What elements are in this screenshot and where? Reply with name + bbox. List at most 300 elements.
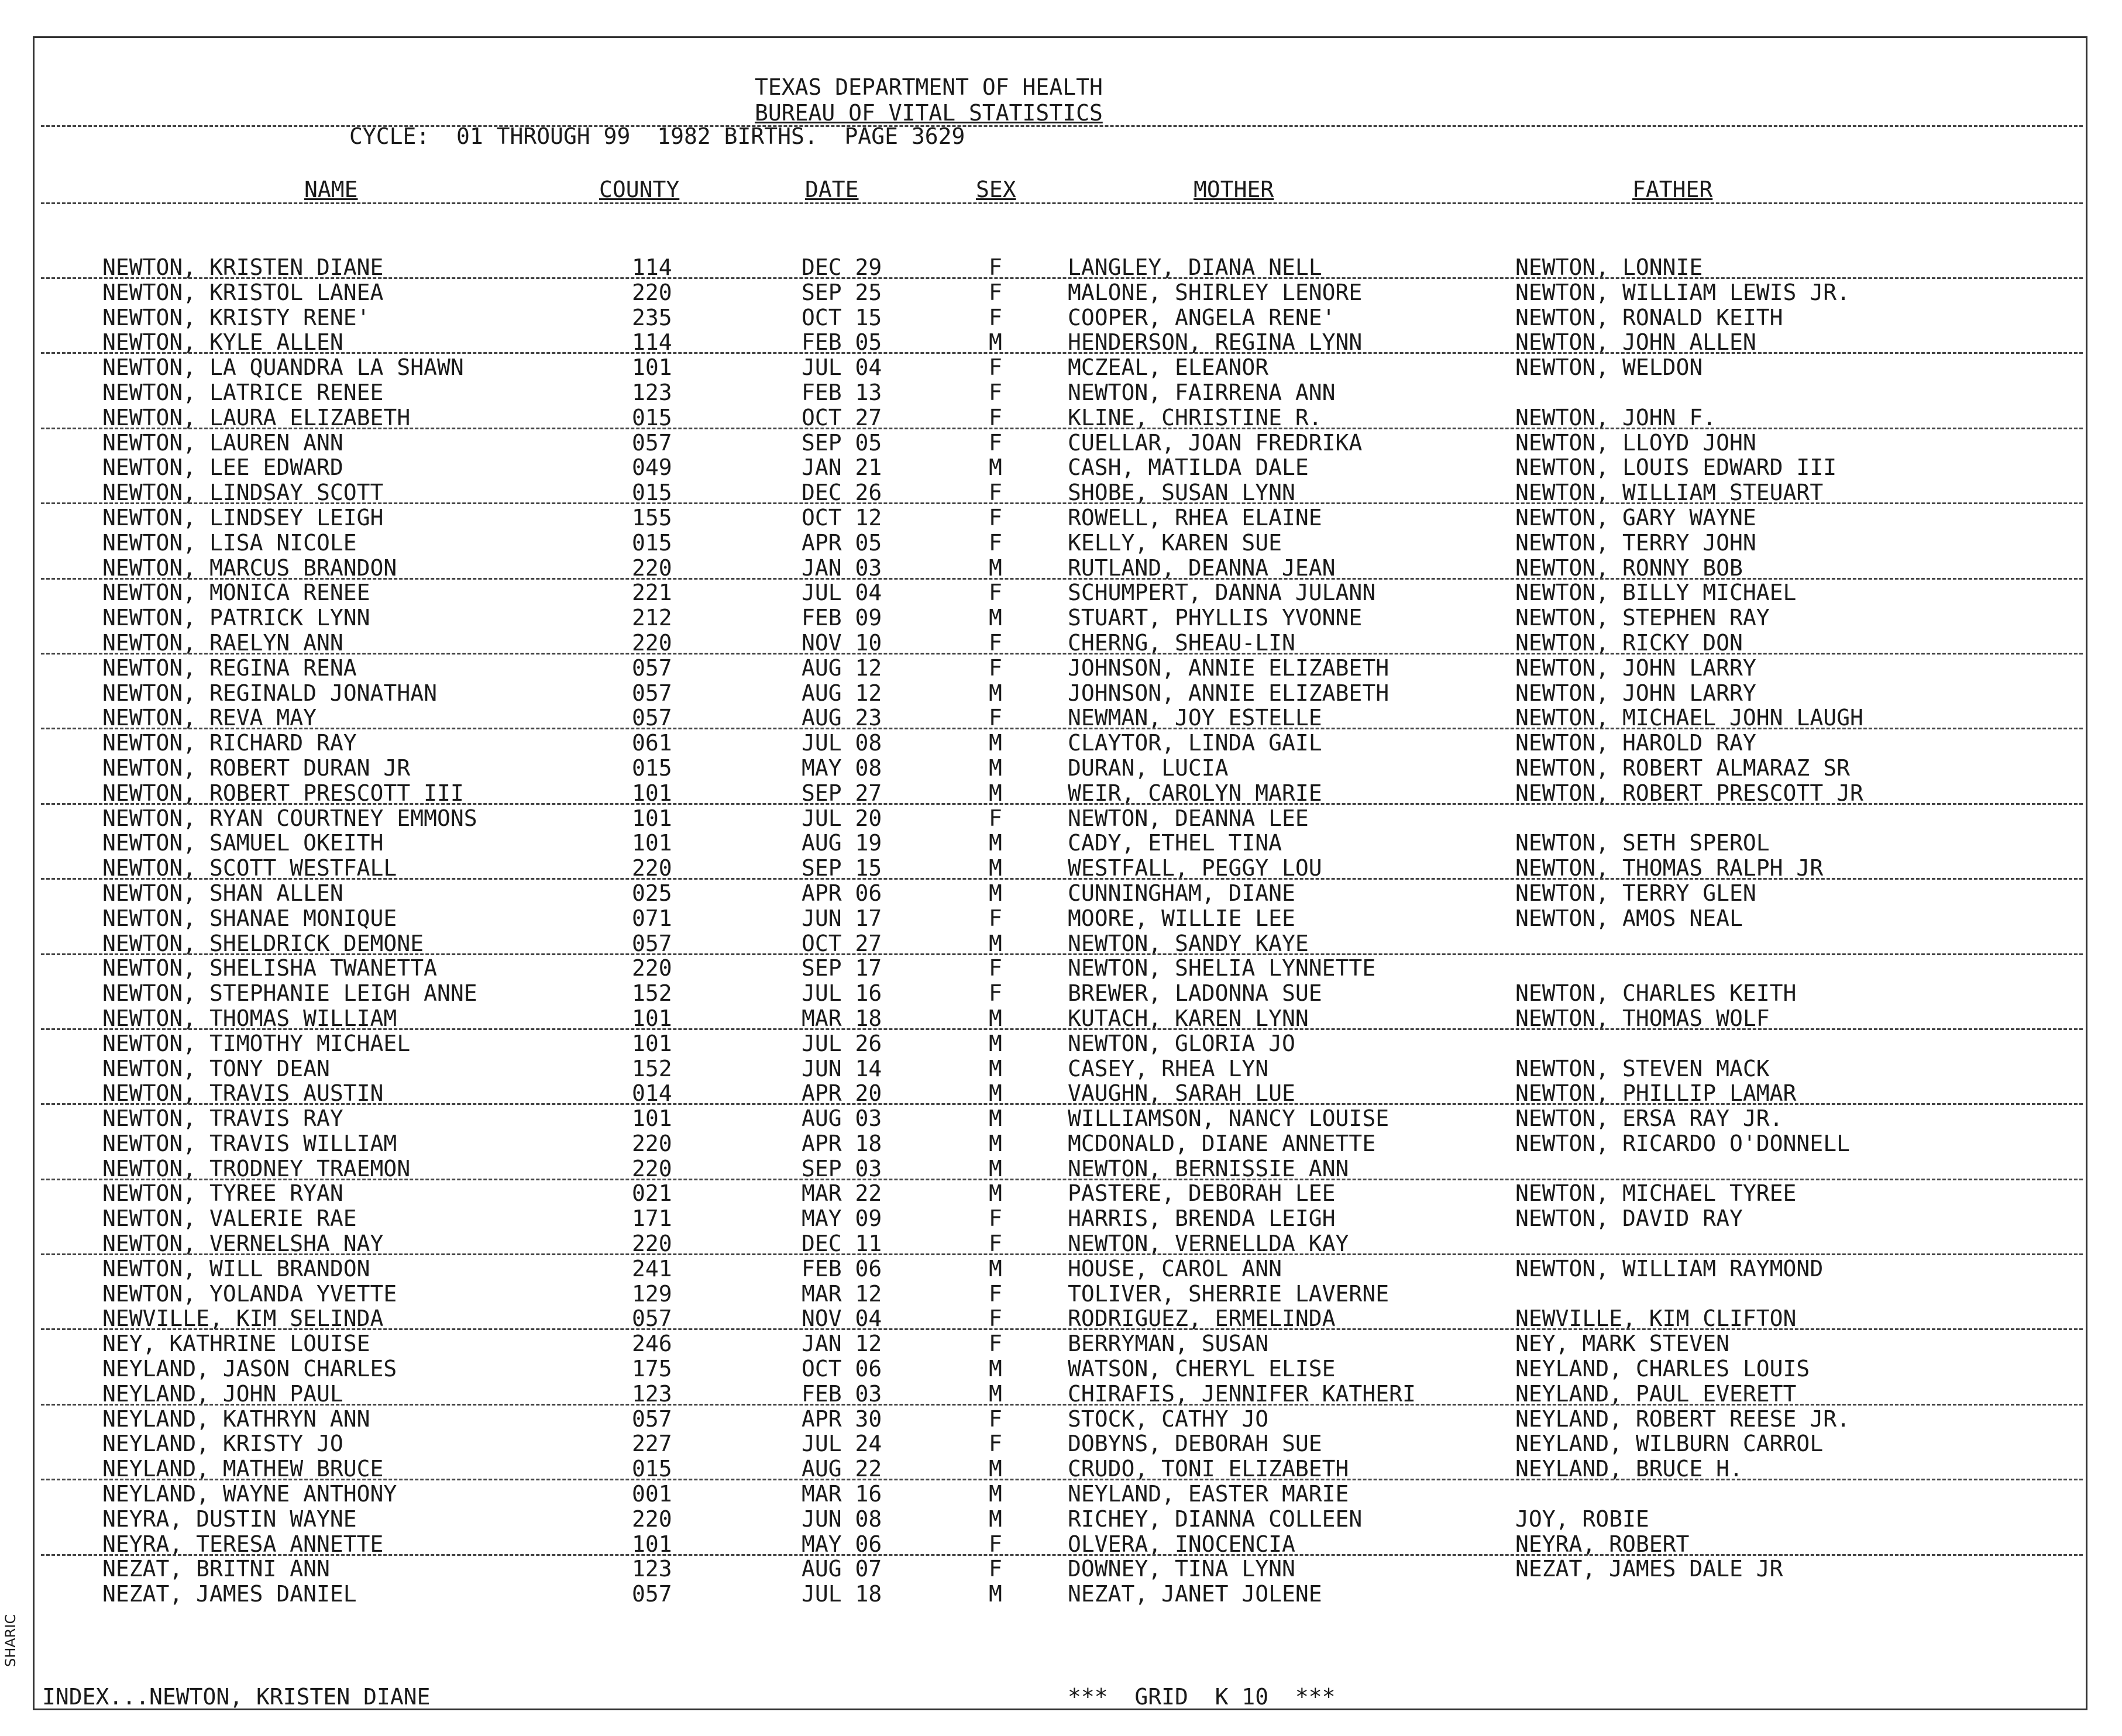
cell-date: OCT 27 bbox=[802, 404, 882, 430]
cell-county: 220 bbox=[632, 1130, 672, 1156]
table-row bbox=[0, 856, 2122, 881]
cell-father: NEWTON, RICARDO O'DONNELL bbox=[1515, 1130, 1850, 1156]
cell-county: 227 bbox=[632, 1431, 672, 1457]
cell-date: FEB 03 bbox=[802, 1380, 882, 1407]
cell-county: 061 bbox=[632, 730, 672, 756]
table-row bbox=[0, 1131, 2122, 1156]
cell-date: JUL 26 bbox=[802, 1030, 882, 1056]
cell-sex: M bbox=[989, 1356, 1002, 1382]
cell-date: OCT 15 bbox=[802, 304, 882, 330]
cell-sex: M bbox=[989, 755, 1002, 781]
cell-father: NEWTON, AMOS NEAL bbox=[1515, 905, 1743, 931]
cell-county: 152 bbox=[632, 1055, 672, 1081]
cell-county: 001 bbox=[632, 1481, 672, 1507]
cell-sex: F bbox=[989, 655, 1002, 681]
cell-name: NEYLAND, KATHRYN ANN bbox=[102, 1406, 370, 1432]
cell-county: 246 bbox=[632, 1331, 672, 1357]
cell-sex: M bbox=[989, 1506, 1002, 1532]
cell-sex: F bbox=[989, 705, 1002, 731]
cell-father: NEWTON, MICHAEL JOHN LAUGH bbox=[1515, 705, 1863, 731]
table-row bbox=[0, 981, 2122, 1006]
cell-name: NEWTON, ROBERT PRESCOTT III bbox=[102, 780, 464, 806]
cell-county: 101 bbox=[632, 830, 672, 856]
table-row bbox=[0, 731, 2122, 756]
table-row bbox=[0, 1231, 2122, 1256]
cell-county: 212 bbox=[632, 605, 672, 631]
table-row bbox=[0, 1156, 2122, 1182]
cell-name: NEWTON, LINDSAY SCOTT bbox=[102, 480, 384, 506]
cell-name: NEWTON, REGINALD JONATHAN bbox=[102, 680, 437, 706]
cell-county: 101 bbox=[632, 780, 672, 806]
table-row bbox=[0, 1031, 2122, 1056]
cell-county: 015 bbox=[632, 404, 672, 430]
table-row bbox=[0, 1282, 2122, 1307]
cell-county: 220 bbox=[632, 629, 672, 656]
cell-sex: M bbox=[989, 1055, 1002, 1081]
cell-father: NEWTON, THOMAS RALPH JR bbox=[1515, 855, 1824, 881]
cell-date: APR 05 bbox=[802, 529, 882, 556]
cell-name: NEWTON, WILL BRANDON bbox=[102, 1255, 370, 1282]
cell-date: OCT 12 bbox=[802, 504, 882, 531]
table-row bbox=[0, 580, 2122, 605]
cell-county: 101 bbox=[632, 354, 672, 381]
cell-name: NEWTON, LEE EDWARD bbox=[102, 454, 343, 481]
table-row bbox=[0, 480, 2122, 505]
cell-date: MAR 16 bbox=[802, 1481, 882, 1507]
cell-father: NEWTON, HAROLD RAY bbox=[1515, 730, 1756, 756]
cell-date: FEB 05 bbox=[802, 329, 882, 356]
cell-county: 220 bbox=[632, 1231, 672, 1257]
cell-county: 114 bbox=[632, 254, 672, 280]
cell-mother: WESTFALL, PEGGY LOU bbox=[1068, 855, 1322, 881]
cell-sex: M bbox=[989, 1380, 1002, 1407]
cell-sex: M bbox=[989, 554, 1002, 581]
cell-sex: F bbox=[989, 304, 1002, 330]
cell-mother: NEYLAND, EASTER MARIE bbox=[1068, 1481, 1349, 1507]
cell-name: NEWTON, KYLE ALLEN bbox=[102, 329, 343, 356]
cell-county: 049 bbox=[632, 454, 672, 481]
cell-mother: CHIRAFIS, JENNIFER KATHERI bbox=[1068, 1380, 1416, 1407]
cell-mother: CLAYTOR, LINDA GAIL bbox=[1068, 730, 1322, 756]
cell-name: NEWTON, SHELISHA TWANETTA bbox=[102, 955, 437, 981]
cell-father: NEYLAND, ROBERT REESE JR. bbox=[1515, 1406, 1850, 1432]
cell-sex: M bbox=[989, 855, 1002, 881]
table-row bbox=[0, 1206, 2122, 1231]
cell-date: SEP 15 bbox=[802, 855, 882, 881]
cell-date: NOV 10 bbox=[802, 629, 882, 656]
cell-mother: CUELLAR, JOAN FREDRIKA bbox=[1068, 429, 1363, 456]
cell-mother: SHOBE, SUSAN LYNN bbox=[1068, 480, 1295, 506]
cell-mother: DURAN, LUCIA bbox=[1068, 755, 1229, 781]
cell-name: NEWTON, RICHARD RAY bbox=[102, 730, 357, 756]
cell-date: SEP 05 bbox=[802, 429, 882, 456]
table-row bbox=[0, 781, 2122, 806]
cell-father: NEWTON, JOHN ALLEN bbox=[1515, 329, 1756, 356]
cell-mother: RODRIGUEZ, ERMELINDA bbox=[1068, 1306, 1336, 1332]
cell-name: NEWTON, TRAVIS RAY bbox=[102, 1105, 343, 1132]
cell-mother: ROWELL, RHEA ELAINE bbox=[1068, 504, 1322, 531]
cell-date: SEP 25 bbox=[802, 279, 882, 305]
cell-father: NEWTON, RONALD KEITH bbox=[1515, 304, 1783, 330]
cell-sex: F bbox=[989, 955, 1002, 981]
cell-date: APR 30 bbox=[802, 1406, 882, 1432]
cell-date: SEP 03 bbox=[802, 1155, 882, 1182]
cell-mother: NEWTON, DEANNA LEE bbox=[1068, 805, 1309, 831]
cell-mother: PASTERE, DEBORAH LEE bbox=[1068, 1180, 1336, 1207]
cell-county: 021 bbox=[632, 1180, 672, 1207]
cell-sex: M bbox=[989, 454, 1002, 481]
cell-name: NEWTON, PATRICK LYNN bbox=[102, 605, 370, 631]
cell-county: 123 bbox=[632, 379, 672, 405]
cell-name: NEWTON, STEPHANIE LEIGH ANNE bbox=[102, 980, 477, 1007]
cell-mother: DOBYNS, DEBORAH SUE bbox=[1068, 1431, 1322, 1457]
cell-mother: NEWTON, BERNISSIE ANN bbox=[1068, 1155, 1349, 1182]
table-row bbox=[0, 705, 2122, 731]
cell-date: AUG 03 bbox=[802, 1105, 882, 1132]
cell-name: NEWTON, LA QUANDRA LA SHAWN bbox=[102, 354, 464, 381]
cell-date: AUG 07 bbox=[802, 1556, 882, 1582]
cell-date: JUN 17 bbox=[802, 905, 882, 931]
cell-county: 220 bbox=[632, 855, 672, 881]
cell-sex: F bbox=[989, 504, 1002, 531]
table-row bbox=[0, 505, 2122, 531]
cell-mother: KUTACH, KAREN LYNN bbox=[1068, 1005, 1309, 1031]
cell-county: 057 bbox=[632, 1581, 672, 1607]
cell-sex: M bbox=[989, 1155, 1002, 1182]
cell-father: NEWTON, RONNY BOB bbox=[1515, 554, 1743, 581]
cell-sex: F bbox=[989, 429, 1002, 456]
cell-county: 101 bbox=[632, 1030, 672, 1056]
cell-mother: TOLIVER, SHERRIE LAVERNE bbox=[1068, 1280, 1390, 1307]
cell-father: NEWTON, LLOYD JOHN bbox=[1515, 429, 1756, 456]
cell-date: JAN 21 bbox=[802, 454, 882, 481]
cell-date: DEC 11 bbox=[802, 1231, 882, 1257]
cell-sex: M bbox=[989, 605, 1002, 631]
cell-mother: NEZAT, JANET JOLENE bbox=[1068, 1581, 1322, 1607]
table-row bbox=[0, 806, 2122, 831]
cell-sex: F bbox=[989, 1205, 1002, 1232]
column-header-sex: SEX bbox=[976, 177, 1016, 202]
cell-date: AUG 12 bbox=[802, 655, 882, 681]
cell-county: 015 bbox=[632, 529, 672, 556]
cell-date: JUL 24 bbox=[802, 1431, 882, 1457]
cell-name: NEYLAND, JASON CHARLES bbox=[102, 1356, 397, 1382]
cell-county: 114 bbox=[632, 329, 672, 356]
column-header-date: DATE bbox=[805, 177, 859, 202]
cell-father: NEWTON, ROBERT ALMARAZ SR bbox=[1515, 755, 1850, 781]
table-row bbox=[0, 1382, 2122, 1407]
cell-mother: WEIR, CAROLYN MARIE bbox=[1068, 780, 1322, 806]
cell-date: MAY 09 bbox=[802, 1205, 882, 1232]
cell-father: NEWTON, THOMAS WOLF bbox=[1515, 1005, 1770, 1031]
table-row bbox=[0, 380, 2122, 405]
cell-county: 057 bbox=[632, 1406, 672, 1432]
cell-mother: MCZEAL, ELEANOR bbox=[1068, 354, 1269, 381]
cell-father: NEWTON, TERRY JOHN bbox=[1515, 529, 1756, 556]
cell-mother: NEWTON, VERNELLDA KAY bbox=[1068, 1231, 1349, 1257]
cell-mother: HARRIS, BRENDA LEIGH bbox=[1068, 1205, 1336, 1232]
cell-date: MAR 12 bbox=[802, 1280, 882, 1307]
table-row bbox=[0, 1582, 2122, 1607]
cell-county: 025 bbox=[632, 880, 672, 906]
cell-name: NEYLAND, MATHEW BRUCE bbox=[102, 1456, 384, 1482]
cell-sex: F bbox=[989, 580, 1002, 606]
cell-date: SEP 17 bbox=[802, 955, 882, 981]
column-header-father: FATHER bbox=[1632, 177, 1713, 202]
cell-county: 220 bbox=[632, 279, 672, 305]
cell-name: NEYLAND, JOHN PAUL bbox=[102, 1380, 343, 1407]
cell-mother: WILLIAMSON, NANCY LOUISE bbox=[1068, 1105, 1390, 1132]
cell-sex: M bbox=[989, 1255, 1002, 1282]
table-row bbox=[0, 831, 2122, 856]
cell-mother: JOHNSON, ANNIE ELIZABETH bbox=[1068, 655, 1390, 681]
cell-county: 015 bbox=[632, 1456, 672, 1482]
cell-date: JUN 14 bbox=[802, 1055, 882, 1081]
cell-county: 057 bbox=[632, 930, 672, 956]
cell-date: FEB 06 bbox=[802, 1255, 882, 1282]
cell-sex: M bbox=[989, 780, 1002, 806]
cell-name: NEWTON, TYREE RYAN bbox=[102, 1180, 343, 1207]
cell-sex: F bbox=[989, 354, 1002, 381]
cell-county: 101 bbox=[632, 805, 672, 831]
cell-mother: KLINE, CHRISTINE R. bbox=[1068, 404, 1322, 430]
table-row bbox=[0, 656, 2122, 681]
cell-name: NEWTON, KRISTEN DIANE bbox=[102, 254, 384, 280]
cell-mother: STOCK, CATHY JO bbox=[1068, 1406, 1269, 1432]
cell-father: NEYRA, ROBERT bbox=[1515, 1531, 1690, 1557]
cell-name: NEWTON, REVA MAY bbox=[102, 705, 317, 731]
cell-date: JUN 08 bbox=[802, 1506, 882, 1532]
cell-father: NEWTON, GARY WAYNE bbox=[1515, 504, 1756, 531]
cell-mother: NEWTON, FAIRRENA ANN bbox=[1068, 379, 1336, 405]
table-row bbox=[0, 430, 2122, 456]
cell-name: NEYLAND, KRISTY JO bbox=[102, 1431, 343, 1457]
cell-sex: M bbox=[989, 1080, 1002, 1107]
cell-county: 123 bbox=[632, 1380, 672, 1407]
cell-name: NEZAT, JAMES DANIEL bbox=[102, 1581, 357, 1607]
cell-name: NEWTON, THOMAS WILLIAM bbox=[102, 1005, 397, 1031]
cell-name: NEWTON, ROBERT DURAN JR bbox=[102, 755, 411, 781]
cell-sex: M bbox=[989, 329, 1002, 356]
cell-date: APR 18 bbox=[802, 1130, 882, 1156]
cell-father: NEYLAND, PAUL EVERETT bbox=[1515, 1380, 1797, 1407]
cell-date: APR 20 bbox=[802, 1080, 882, 1107]
cell-sex: F bbox=[989, 629, 1002, 656]
cell-date: AUG 23 bbox=[802, 705, 882, 731]
cell-sex: F bbox=[989, 1306, 1002, 1332]
cell-date: APR 06 bbox=[802, 880, 882, 906]
cell-date: JUL 04 bbox=[802, 354, 882, 381]
bureau-title: BUREAU OF VITAL STATISTICS bbox=[755, 100, 1103, 126]
cell-name: NEWTON, MARCUS BRANDON bbox=[102, 554, 397, 581]
cell-father: NEWTON, CHARLES KEITH bbox=[1515, 980, 1797, 1007]
cell-sex: M bbox=[989, 1456, 1002, 1482]
cell-county: 129 bbox=[632, 1280, 672, 1307]
cell-sex: F bbox=[989, 529, 1002, 556]
table-row bbox=[0, 1507, 2122, 1532]
table-row bbox=[0, 1331, 2122, 1356]
cell-name: NEWTON, SHANAE MONIQUE bbox=[102, 905, 397, 931]
cell-mother: OLVERA, INOCENCIA bbox=[1068, 1531, 1295, 1557]
table-row bbox=[0, 1256, 2122, 1282]
table-row bbox=[0, 1482, 2122, 1507]
cell-county: 123 bbox=[632, 1556, 672, 1582]
table-row bbox=[0, 1556, 2122, 1582]
cycle-info: CYCLE: 01 THROUGH 99 1982 BIRTHS. PAGE 3629 bbox=[349, 123, 965, 149]
cell-county: 220 bbox=[632, 1506, 672, 1532]
cell-name: NEWTON, TIMOTHY MICHAEL bbox=[102, 1030, 411, 1056]
cell-date: JUL 16 bbox=[802, 980, 882, 1007]
cell-name: NEWTON, TRAVIS AUSTIN bbox=[102, 1080, 384, 1107]
cell-mother: CRUDO, TONI ELIZABETH bbox=[1068, 1456, 1349, 1482]
cell-mother: NEWTON, SANDY KAYE bbox=[1068, 930, 1309, 956]
cell-mother: HENDERSON, REGINA LYNN bbox=[1068, 329, 1363, 356]
cell-father: NEWTON, STEPHEN RAY bbox=[1515, 605, 1770, 631]
table-row bbox=[0, 455, 2122, 480]
cell-county: 057 bbox=[632, 705, 672, 731]
table-row bbox=[0, 956, 2122, 981]
cell-county: 015 bbox=[632, 480, 672, 506]
cell-county: 221 bbox=[632, 580, 672, 606]
index-label: INDEX...NEWTON, KRISTEN DIANE bbox=[42, 1684, 431, 1710]
cell-sex: M bbox=[989, 880, 1002, 906]
cell-name: NEWTON, VERNELSHA NAY bbox=[102, 1231, 384, 1257]
table-row bbox=[0, 1532, 2122, 1557]
cell-mother: NEWTON, SHELIA LYNNETTE bbox=[1068, 955, 1376, 981]
cell-mother: NEWMAN, JOY ESTELLE bbox=[1068, 705, 1322, 731]
cell-father: NEY, MARK STEVEN bbox=[1515, 1331, 1730, 1357]
cell-name: NEWTON, SAMUEL OKEITH bbox=[102, 830, 384, 856]
table-row bbox=[0, 1056, 2122, 1081]
cell-mother: WATSON, CHERYL ELISE bbox=[1068, 1356, 1336, 1382]
cell-sex: F bbox=[989, 254, 1002, 280]
cell-county: 101 bbox=[632, 1005, 672, 1031]
cell-mother: STUART, PHYLLIS YVONNE bbox=[1068, 605, 1363, 631]
cell-sex: M bbox=[989, 1180, 1002, 1207]
cell-date: FEB 09 bbox=[802, 605, 882, 631]
cell-name: NEYRA, TERESA ANNETTE bbox=[102, 1531, 384, 1557]
table-row bbox=[0, 305, 2122, 330]
cell-sex: M bbox=[989, 1581, 1002, 1607]
cell-mother: HOUSE, CAROL ANN bbox=[1068, 1255, 1282, 1282]
cell-county: 015 bbox=[632, 755, 672, 781]
cell-mother: MOORE, WILLIE LEE bbox=[1068, 905, 1295, 931]
cell-mother: COOPER, ANGELA RENE' bbox=[1068, 304, 1336, 330]
cell-date: MAR 18 bbox=[802, 1005, 882, 1031]
cell-county: 155 bbox=[632, 504, 672, 531]
cell-county: 220 bbox=[632, 554, 672, 581]
cell-father: NEWTON, JOHN LARRY bbox=[1515, 680, 1756, 706]
cell-date: OCT 06 bbox=[802, 1356, 882, 1382]
cell-mother: CADY, ETHEL TINA bbox=[1068, 830, 1282, 856]
cell-father: NEWTON, JOHN F. bbox=[1515, 404, 1717, 430]
cell-sex: F bbox=[989, 1331, 1002, 1357]
cell-county: 241 bbox=[632, 1255, 672, 1282]
cell-father: NEWTON, WELDON bbox=[1515, 354, 1703, 381]
cell-name: NEYLAND, WAYNE ANTHONY bbox=[102, 1481, 397, 1507]
cell-county: 071 bbox=[632, 905, 672, 931]
cell-name: NEWTON, LINDSEY LEIGH bbox=[102, 504, 384, 531]
cell-sex: M bbox=[989, 1005, 1002, 1031]
cell-father: NEWTON, LONNIE bbox=[1515, 254, 1703, 280]
cell-date: NOV 04 bbox=[802, 1306, 882, 1332]
cell-father: NEYLAND, WILBURN CARROL bbox=[1515, 1431, 1824, 1457]
cell-name: NEWTON, LAUREN ANN bbox=[102, 429, 343, 456]
cell-name: NEWTON, TRODNEY TRAEMON bbox=[102, 1155, 411, 1182]
cell-sex: M bbox=[989, 830, 1002, 856]
cell-sex: F bbox=[989, 1431, 1002, 1457]
table-row bbox=[0, 531, 2122, 556]
table-row bbox=[0, 756, 2122, 781]
column-header-county: COUNTY bbox=[599, 177, 680, 202]
cell-date: OCT 27 bbox=[802, 930, 882, 956]
cell-county: 175 bbox=[632, 1356, 672, 1382]
cell-date: JUL 08 bbox=[802, 730, 882, 756]
cell-date: JUL 18 bbox=[802, 1581, 882, 1607]
cell-date: MAR 22 bbox=[802, 1180, 882, 1207]
cell-mother: BERRYMAN, SUSAN bbox=[1068, 1331, 1269, 1357]
cell-county: 057 bbox=[632, 680, 672, 706]
records-table bbox=[0, 255, 2122, 1607]
cell-name: NEWVILLE, KIM SELINDA bbox=[102, 1306, 384, 1332]
cell-name: NEWTON, YOLANDA YVETTE bbox=[102, 1280, 397, 1307]
table-row bbox=[0, 931, 2122, 956]
table-row bbox=[0, 1106, 2122, 1131]
cell-county: 171 bbox=[632, 1205, 672, 1232]
cell-father: NEWTON, LOUIS EDWARD III bbox=[1515, 454, 1837, 481]
cell-sex: F bbox=[989, 980, 1002, 1007]
cell-date: JAN 12 bbox=[802, 1331, 882, 1357]
grid-label: *** GRID K 10 *** bbox=[1068, 1684, 1336, 1710]
table-row bbox=[0, 1356, 2122, 1382]
cell-mother: CUNNINGHAM, DIANE bbox=[1068, 880, 1295, 906]
cell-county: 014 bbox=[632, 1080, 672, 1107]
cell-date: MAY 08 bbox=[802, 755, 882, 781]
table-row bbox=[0, 1081, 2122, 1106]
cell-sex: M bbox=[989, 1105, 1002, 1132]
cell-name: NEWTON, SCOTT WESTFALL bbox=[102, 855, 397, 881]
cell-date: AUG 22 bbox=[802, 1456, 882, 1482]
cell-mother: NEWTON, GLORIA JO bbox=[1068, 1030, 1295, 1056]
cell-mother: DOWNEY, TINA LYNN bbox=[1068, 1556, 1295, 1582]
cell-date: JUL 20 bbox=[802, 805, 882, 831]
column-header-name: NAME bbox=[304, 177, 358, 202]
cell-county: 101 bbox=[632, 1105, 672, 1132]
cell-county: 235 bbox=[632, 304, 672, 330]
table-row bbox=[0, 1306, 2122, 1331]
table-row bbox=[0, 1181, 2122, 1206]
cell-date: MAY 06 bbox=[802, 1531, 882, 1557]
cell-name: NEWTON, RAELYN ANN bbox=[102, 629, 343, 656]
table-row bbox=[0, 1456, 2122, 1482]
cell-father: NEWTON, RICKY DON bbox=[1515, 629, 1743, 656]
cell-county: 057 bbox=[632, 1306, 672, 1332]
header-divider-bottom bbox=[41, 202, 2083, 204]
cell-father: NEYLAND, BRUCE H. bbox=[1515, 1456, 1743, 1482]
cell-county: 152 bbox=[632, 980, 672, 1007]
cell-date: AUG 12 bbox=[802, 680, 882, 706]
table-row bbox=[0, 556, 2122, 581]
cell-mother: RUTLAND, DEANNA JEAN bbox=[1068, 554, 1336, 581]
table-row bbox=[0, 1407, 2122, 1432]
cell-father: NEWTON, SETH SPEROL bbox=[1515, 830, 1770, 856]
cell-name: NEYRA, DUSTIN WAYNE bbox=[102, 1506, 357, 1532]
cell-name: NEWTON, SHELDRICK DEMONE bbox=[102, 930, 424, 956]
cell-sex: M bbox=[989, 680, 1002, 706]
cell-father: NEWTON, DAVID RAY bbox=[1515, 1205, 1743, 1232]
side-label: SHARIC bbox=[2, 1614, 19, 1667]
cell-date: DEC 29 bbox=[802, 254, 882, 280]
